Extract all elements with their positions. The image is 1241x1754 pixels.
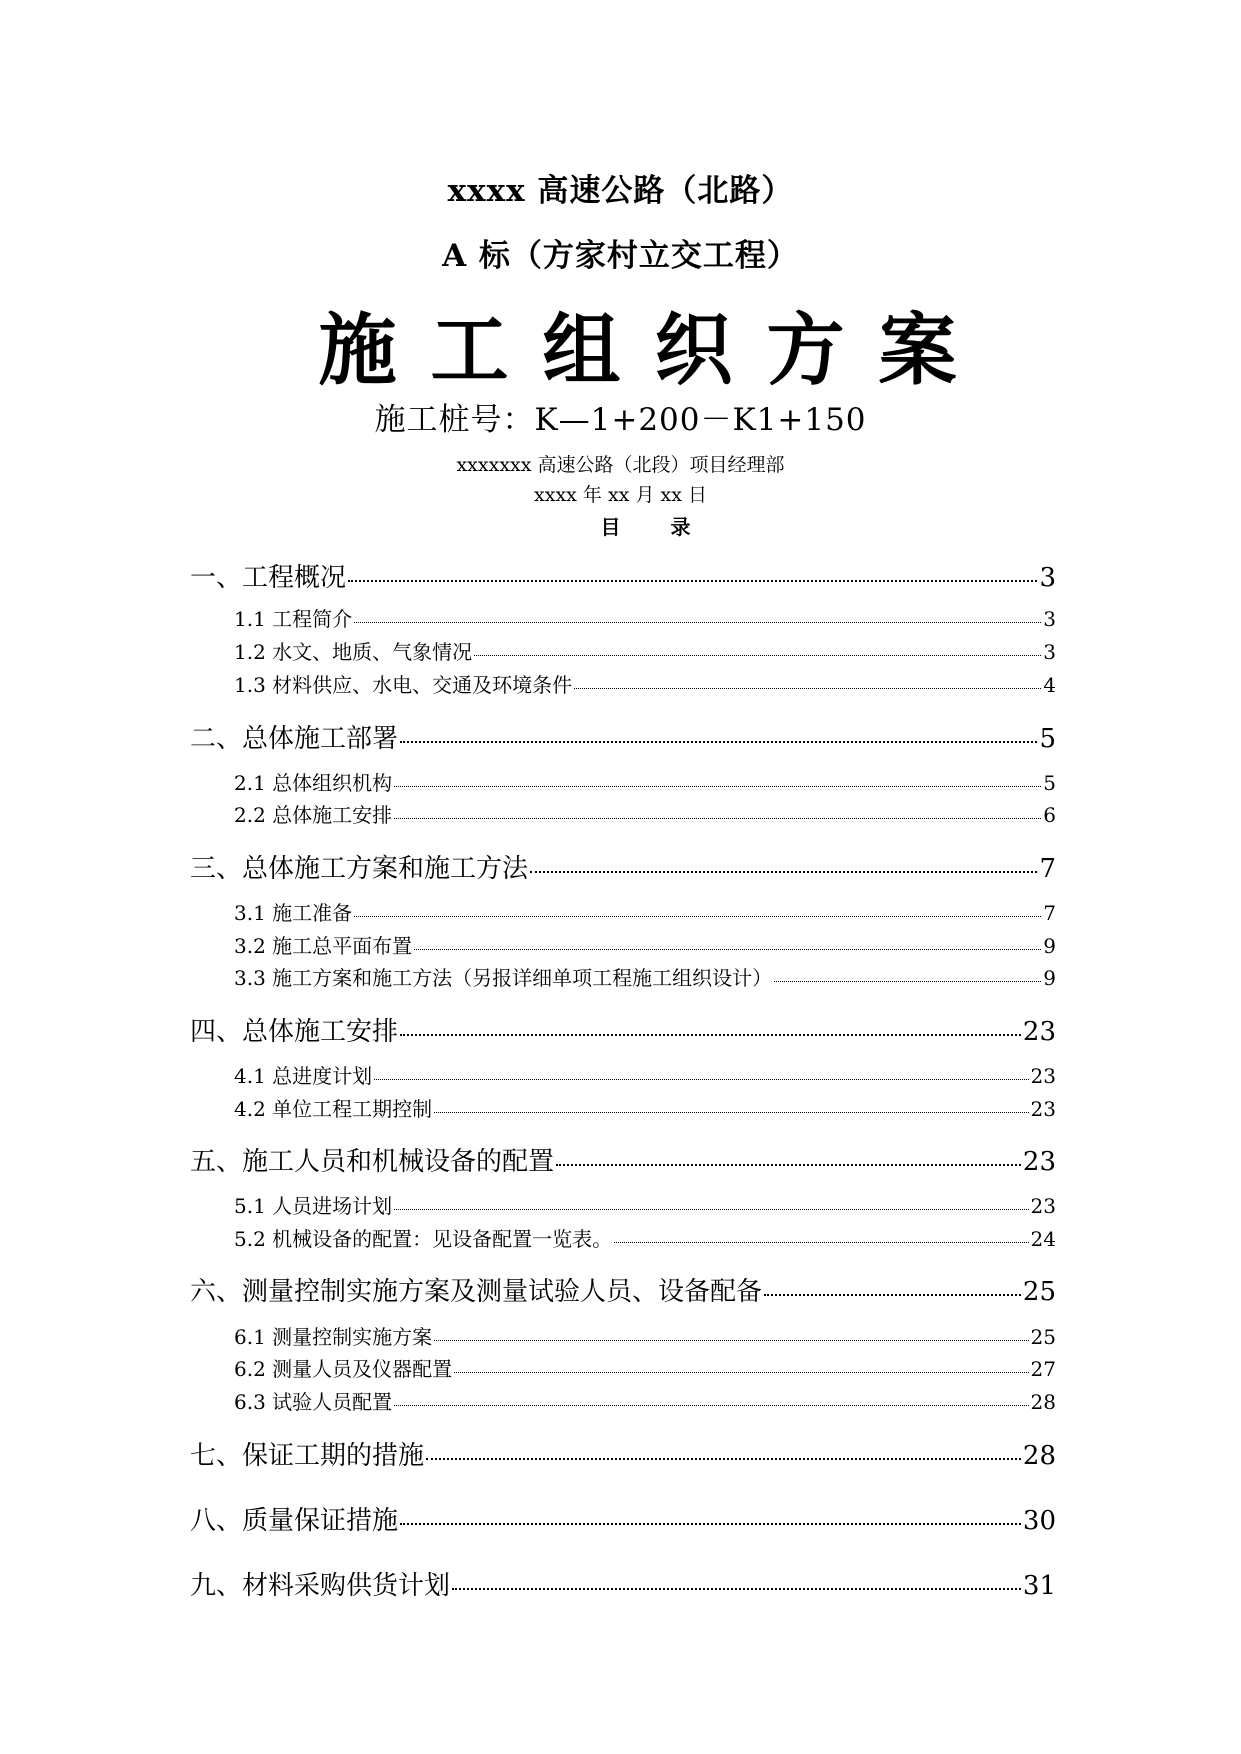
toc-entry-page: 25 xyxy=(1022,1277,1056,1307)
dot-leader xyxy=(394,786,1041,787)
toc-entry-page: 7 xyxy=(1039,854,1056,884)
toc-entry-page: 3 xyxy=(1039,563,1056,593)
toc-entry-label: 5.1 人员进场计划 xyxy=(234,1194,393,1218)
toc-entry-page: 7 xyxy=(1043,901,1056,925)
dot-leader xyxy=(434,1112,1028,1113)
toc-entry[interactable] xyxy=(234,1386,1056,1415)
toc-entry-label: 2.1 总体组织机构 xyxy=(234,771,393,795)
toc-entry[interactable] xyxy=(190,1565,1056,1602)
toc-entry-label: 七、保证工期的措施 xyxy=(190,1441,425,1471)
toc-entry[interactable] xyxy=(234,767,1056,796)
toc-entry[interactable] xyxy=(234,1093,1056,1122)
dot-leader xyxy=(474,655,1041,656)
toc-entry[interactable] xyxy=(190,1435,1056,1472)
toc-entry-page: 23 xyxy=(1030,1097,1056,1121)
toc-entry-label: 2.2 总体施工安排 xyxy=(234,803,393,827)
toc-entry-page: 23 xyxy=(1022,1147,1056,1177)
toc-entry-page: 23 xyxy=(1030,1064,1056,1088)
toc-entry[interactable] xyxy=(190,1271,1056,1308)
toc-entry-page: 5 xyxy=(1039,724,1056,754)
toc-entry-label: 6.1 测量控制实施方案 xyxy=(234,1325,433,1349)
dot-leader xyxy=(414,949,1041,950)
toc-entry[interactable] xyxy=(190,718,1056,755)
toc-entry-label: 九、材料采购供货计划 xyxy=(190,1571,451,1601)
toc-entry[interactable] xyxy=(190,1500,1056,1537)
dot-leader xyxy=(394,1209,1028,1210)
dot-leader xyxy=(530,871,1037,873)
dot-leader xyxy=(426,1458,1021,1460)
toc-entry-label: 1.3 材料供应、水电、交通及环境条件 xyxy=(234,673,573,697)
toc-entry-label: 二、总体施工部署 xyxy=(190,724,399,754)
toc-entry[interactable] xyxy=(190,1141,1056,1178)
dot-leader xyxy=(394,1405,1028,1406)
dot-leader xyxy=(614,1242,1028,1243)
toc-entry-label: 3.3 施工方案和施工方法（另报详细单项工程施工组织设计） xyxy=(234,966,773,990)
toc-entry[interactable] xyxy=(190,848,1056,885)
toc-entry-page: 5 xyxy=(1043,771,1056,795)
toc-entry-label: 一、工程概况 xyxy=(190,563,347,593)
dot-leader xyxy=(394,818,1041,819)
dot-leader xyxy=(400,1034,1021,1036)
toc-entry[interactable] xyxy=(190,1011,1056,1048)
document-date: xxxx 年 xx 月 xx 日 xyxy=(534,484,707,506)
toc-entry-label: 五、施工人员和机械设备的配置 xyxy=(190,1147,555,1177)
toc-entry-page: 9 xyxy=(1043,966,1056,990)
toc-entry-page: 4 xyxy=(1043,673,1056,697)
toc-entry-page: 9 xyxy=(1043,934,1056,958)
main-title: 施工组织方案 xyxy=(318,305,991,396)
toc-entry-label: 6.2 测量人员及仪器配置 xyxy=(234,1357,453,1381)
dot-leader xyxy=(400,741,1037,743)
toc-entry[interactable] xyxy=(234,603,1056,632)
dot-leader xyxy=(374,1079,1028,1080)
toc-entry-label: 八、质量保证措施 xyxy=(190,1506,399,1536)
toc-entry[interactable] xyxy=(234,1190,1056,1219)
toc-entry-page: 31 xyxy=(1022,1571,1056,1601)
project-title: xxxx 高速公路（北路） xyxy=(447,173,794,209)
toc-entry[interactable] xyxy=(234,1321,1056,1350)
toc-entry[interactable] xyxy=(234,799,1056,828)
dot-leader xyxy=(574,688,1041,689)
toc-entry-label: 四、总体施工安排 xyxy=(190,1017,399,1047)
toc-entry-page: 3 xyxy=(1043,607,1056,631)
toc-entry-page: 23 xyxy=(1022,1017,1056,1047)
toc-heading: 目录 xyxy=(600,515,741,539)
station-number: 施工桩号：K—1+200－K1+150 xyxy=(374,402,867,438)
toc-entry-label: 三、总体施工方案和施工方法 xyxy=(190,854,529,884)
toc-entry-label: 1.2 水文、地质、气象情况 xyxy=(234,640,473,664)
toc-entry-page: 3 xyxy=(1043,640,1056,664)
toc-entry-page: 24 xyxy=(1030,1227,1056,1251)
toc-entry-label: 3.1 施工准备 xyxy=(234,901,353,925)
toc-entry[interactable] xyxy=(234,962,1056,991)
toc-entry[interactable] xyxy=(234,1060,1056,1089)
toc-entry-page: 6 xyxy=(1043,803,1056,827)
toc-entry-label: 4.1 总进度计划 xyxy=(234,1064,373,1088)
dot-leader xyxy=(354,622,1041,623)
toc-entry-label: 3.2 施工总平面布置 xyxy=(234,934,413,958)
toc-entry-label: 6.3 试验人员配置 xyxy=(234,1390,393,1414)
dot-leader xyxy=(774,981,1041,982)
section-title: A 标（方家村立交工程） xyxy=(442,238,799,274)
toc-entry[interactable] xyxy=(234,930,1056,959)
toc-entry[interactable] xyxy=(234,636,1056,665)
toc-entry[interactable] xyxy=(234,897,1056,926)
toc-entry[interactable] xyxy=(234,1353,1056,1382)
toc-entry-label: 4.2 单位工程工期控制 xyxy=(234,1097,433,1121)
toc-entry-page: 28 xyxy=(1022,1441,1056,1471)
toc-entry-page: 23 xyxy=(1030,1194,1056,1218)
toc-entry-page: 25 xyxy=(1030,1325,1056,1349)
dot-leader xyxy=(348,580,1037,582)
toc-entry-label: 5.2 机械设备的配置：见设备配置一览表。 xyxy=(234,1227,613,1251)
dot-leader xyxy=(452,1588,1021,1590)
toc-entry[interactable] xyxy=(234,1223,1056,1252)
toc-entry[interactable] xyxy=(234,669,1056,698)
toc-entry-page: 28 xyxy=(1030,1390,1056,1414)
dot-leader xyxy=(556,1164,1021,1166)
toc-entry-page: 30 xyxy=(1022,1506,1056,1536)
dot-leader xyxy=(454,1372,1028,1373)
toc-entry-label: 六、测量控制实施方案及测量试验人员、设备配备 xyxy=(190,1277,763,1307)
toc-entry[interactable] xyxy=(190,557,1056,594)
dot-leader xyxy=(400,1523,1021,1525)
dot-leader xyxy=(354,916,1041,917)
dot-leader xyxy=(434,1340,1028,1341)
toc-entry-page: 27 xyxy=(1030,1357,1056,1381)
dot-leader xyxy=(764,1294,1021,1296)
department-name: xxxxxxx 高速公路（北段）项目经理部 xyxy=(456,454,785,476)
toc-entry-label: 1.1 工程简介 xyxy=(234,607,353,631)
